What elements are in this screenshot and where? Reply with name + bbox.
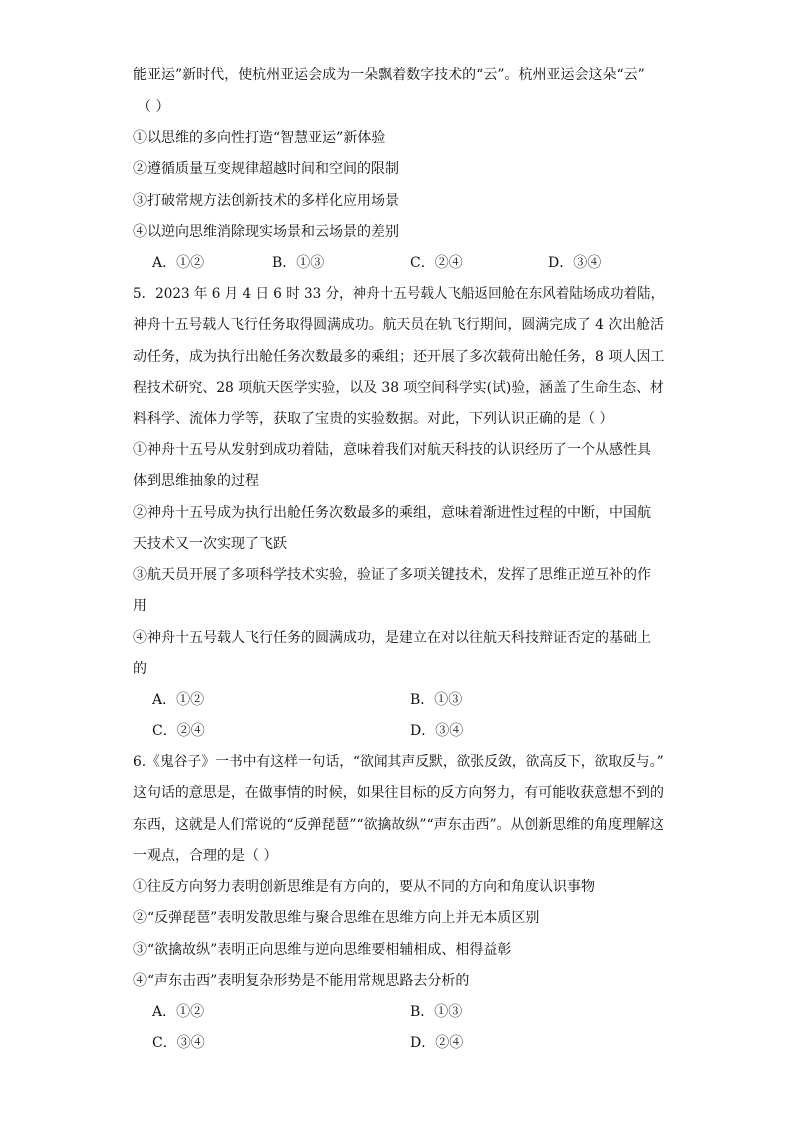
q5-statement-3-line-2: 用 [133,598,147,614]
q6-stem-line-4: 一观点，合理的是（ ） [133,848,278,864]
q5-statement-2-line-2: 天技术又一次实现了飞跃 [133,536,287,552]
q4-statement-2: ②遵循质量互变规律超越时间和空间的限制 [133,161,399,177]
q4-option-c[interactable]: C．②④ [410,255,463,271]
q5-option-a[interactable]: A．①② [152,692,205,708]
q5-statement-3-line-1: ③航天员开展了多项科学技术实验，验证了多项关键技术，发挥了思维正逆互补的作 [133,567,651,583]
q5-option-c[interactable]: C．②④ [152,723,205,739]
q5-stem-line-4: 程技术研究、28 项航天医学实验，以及 38 项空间科学实(试)验，涵盖了生命生态、材 [133,380,664,396]
q5-statement-2-line-1: ②神舟十五号成为执行出舱任务次数最多的乘组，意味着渐进性过程的中断，中国航 [133,505,651,521]
q6-stem-line-1: 6.《鬼谷子》一书中有这样一句话，“欲闻其声反默，欲张反敛，欲高反下，欲取反与。” [133,754,664,770]
q5-option-b[interactable]: B．①③ [410,692,463,708]
q4-option-b[interactable]: B．①③ [272,255,325,271]
q5-statement-4-line-2: 的 [133,661,147,677]
q6-statement-4: ④“声东击西”表明复杂形势是不能用常规思路去分析的 [133,973,470,989]
q5-stem-line-1: 5．2023 年 6 月 4 日 6 时 33 分，神舟十五号载人飞船返回舱在东风着陆场成功着陆， [133,286,665,302]
q6-option-b[interactable]: B．①③ [410,1004,463,1020]
q4-option-a[interactable]: A．①② [152,255,205,271]
q5-statement-1-line-1: ①神舟十五号从发射到成功着陆，意味着我们对航天科技的认识经历了一个从感性具 [133,442,651,458]
q6-statement-2: ②“反弹琵琶”表明发散思维与聚合思维在思维方向上并无本质区别 [133,910,540,926]
q6-option-a[interactable]: A．①② [152,1004,205,1020]
q6-stem-line-2: 这句话的意思是，在做事情的时候，如果往目标的反方向努力，有可能收获意想不到的 [133,785,664,801]
q4-statement-4: ④以逆向思维消除现实场景和云场景的差别 [133,224,399,240]
q4-answer-paren: （ ） [137,99,170,115]
q6-statement-1: ①往反方向努力表明创新思维是有方向的，要从不同的方向和角度认识事物 [133,879,595,895]
q6-statement-3: ③“欲擒故纵”表明正向思维与逆向思维要相辅相成、相得益彰 [133,942,512,958]
q4-statement-1: ①以思维的多向性打造“智慧亚运”新体验 [133,130,386,146]
q4-stem-line: 能亚运”新时代，使杭州亚运会成为一朵飘着数字技术的“云”。杭州亚运会这朵“云” [133,67,645,83]
q5-stem-line-5: 料科学、流体力学等，获取了宝贵的实验数据。对此，下列认识正确的是（ ） [133,411,614,427]
q5-stem-line-2: 神舟十五号载人飞行任务取得圆满成功。航天员在轨飞行期间，圆满完成了 4 次出舱活 [133,317,664,333]
q6-option-d[interactable]: D．②④ [410,1035,464,1051]
q5-stem-line-3: 动任务，成为执行出舱任务次数最多的乘组；还开展了多次载荷出舱任务，8 项人因工 [133,349,665,365]
q6-option-c[interactable]: C．③④ [152,1035,205,1051]
q4-option-d[interactable]: D．③④ [548,255,602,271]
q6-stem-line-3: 东西，这就是人们常说的“反弹琵琶”“欲擒故纵”“声东击西”。从创新思维的角度理解这 [133,817,664,833]
q5-option-d[interactable]: D．③④ [410,723,464,739]
q4-statement-3: ③打破常规方法创新技术的多样化应用场景 [133,193,399,209]
q5-statement-1-line-2: 体到思维抽象的过程 [133,473,259,489]
q5-statement-4-line-1: ④神舟十五号载人飞行任务的圆满成功，是建立在对以往航天科技辩证否定的基础上 [133,630,651,646]
